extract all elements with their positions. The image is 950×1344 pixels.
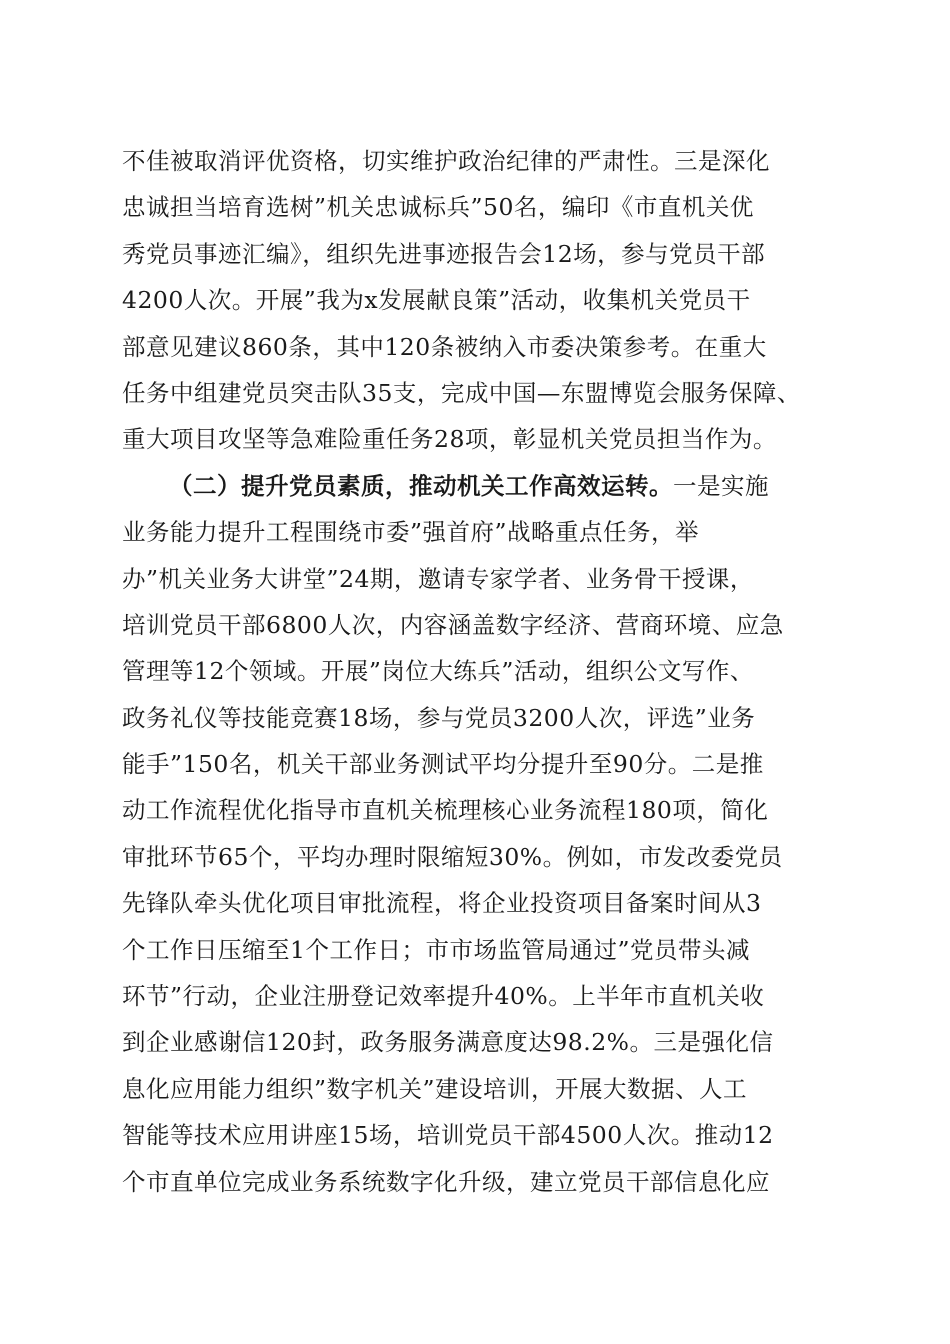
paragraph-line: 动工作流程优化指导市直机关梳理核心业务流程180项，简化: [122, 796, 769, 825]
paragraph-line: 办”机关业务大讲堂”24期，邀请专家学者、业务骨干授课，: [122, 564, 754, 593]
paragraph-line: 先锋队牵头优化项目审批流程，将企业投资项目备案时间从3: [122, 889, 762, 918]
paragraph-line: 能手”150名，机关干部业务测试平均分提升至90分。二是推: [122, 750, 764, 779]
paragraph-line: 审批环节65个，平均办理时限缩短30%。例如，市发改委党员: [122, 842, 783, 871]
paragraph-line: 任务中组建党员突击队35支，完成中国—东盟博览会服务保障、: [122, 378, 801, 407]
paragraph-line: 重大项目攻坚等急难险重任务28项，彰显机关党员担当作为。: [122, 425, 777, 454]
paragraph-line: 管理等12个领域。开展”岗位大练兵”活动，组织公文写作、: [122, 657, 754, 686]
paragraph-line: 部意见建议860条，其中120条被纳入市委决策参考。在重大: [122, 332, 767, 361]
paragraph-line: 业务能力提升工程围绕市委”强首府”战略重点任务，举: [122, 518, 700, 547]
document-body: [122, 138, 842, 1205]
section-heading-continuation: 一是实施: [673, 471, 769, 500]
paragraph-line: 秀党员事迹汇编》，组织先进事迹报告会12场，参与党员干部: [122, 239, 766, 268]
section-heading: （二）提升党员素质，推动机关工作高效运转。: [169, 471, 673, 500]
paragraph-line: 忠诚担当培育选树”机关忠诚标兵”50名，编印《市直机关优: [122, 193, 754, 222]
paragraph-line: 环节”行动，企业注册登记效率提升40%。上半年市直机关收: [122, 982, 765, 1011]
paragraph-line: 政务礼仪等技能竞赛18场，参与党员3200人次，评选”业务: [122, 703, 756, 732]
paragraph-line: 4200人次。开展”我为x发展献良策”活动，收集机关党员干: [122, 286, 751, 315]
paragraph-line: 息化应用能力组织”数字机关”建设培训，开展大数据、人工: [122, 1074, 748, 1103]
paragraph-line: 个市直单位完成业务系统数字化升级，建立党员干部信息化应: [122, 1167, 770, 1196]
paragraph-line: 培训党员干部6800人次，内容涵盖数字经济、营商环境、应急: [122, 610, 784, 639]
paragraph-line: 个工作日压缩至1个工作日；市市场监管局通过”党员带头减: [122, 935, 750, 964]
paragraph-line: 不佳被取消评优资格，切实维护政治纪律的严肃性。三是深化: [122, 147, 770, 175]
paragraph-line: 智能等技术应用讲座15场，培训党员干部4500人次。推动12: [122, 1121, 774, 1150]
section-heading-line: [122, 463, 842, 509]
paragraph-line: 到企业感谢信120封，政务服务满意度达98.2%。三是强化信: [122, 1028, 774, 1057]
